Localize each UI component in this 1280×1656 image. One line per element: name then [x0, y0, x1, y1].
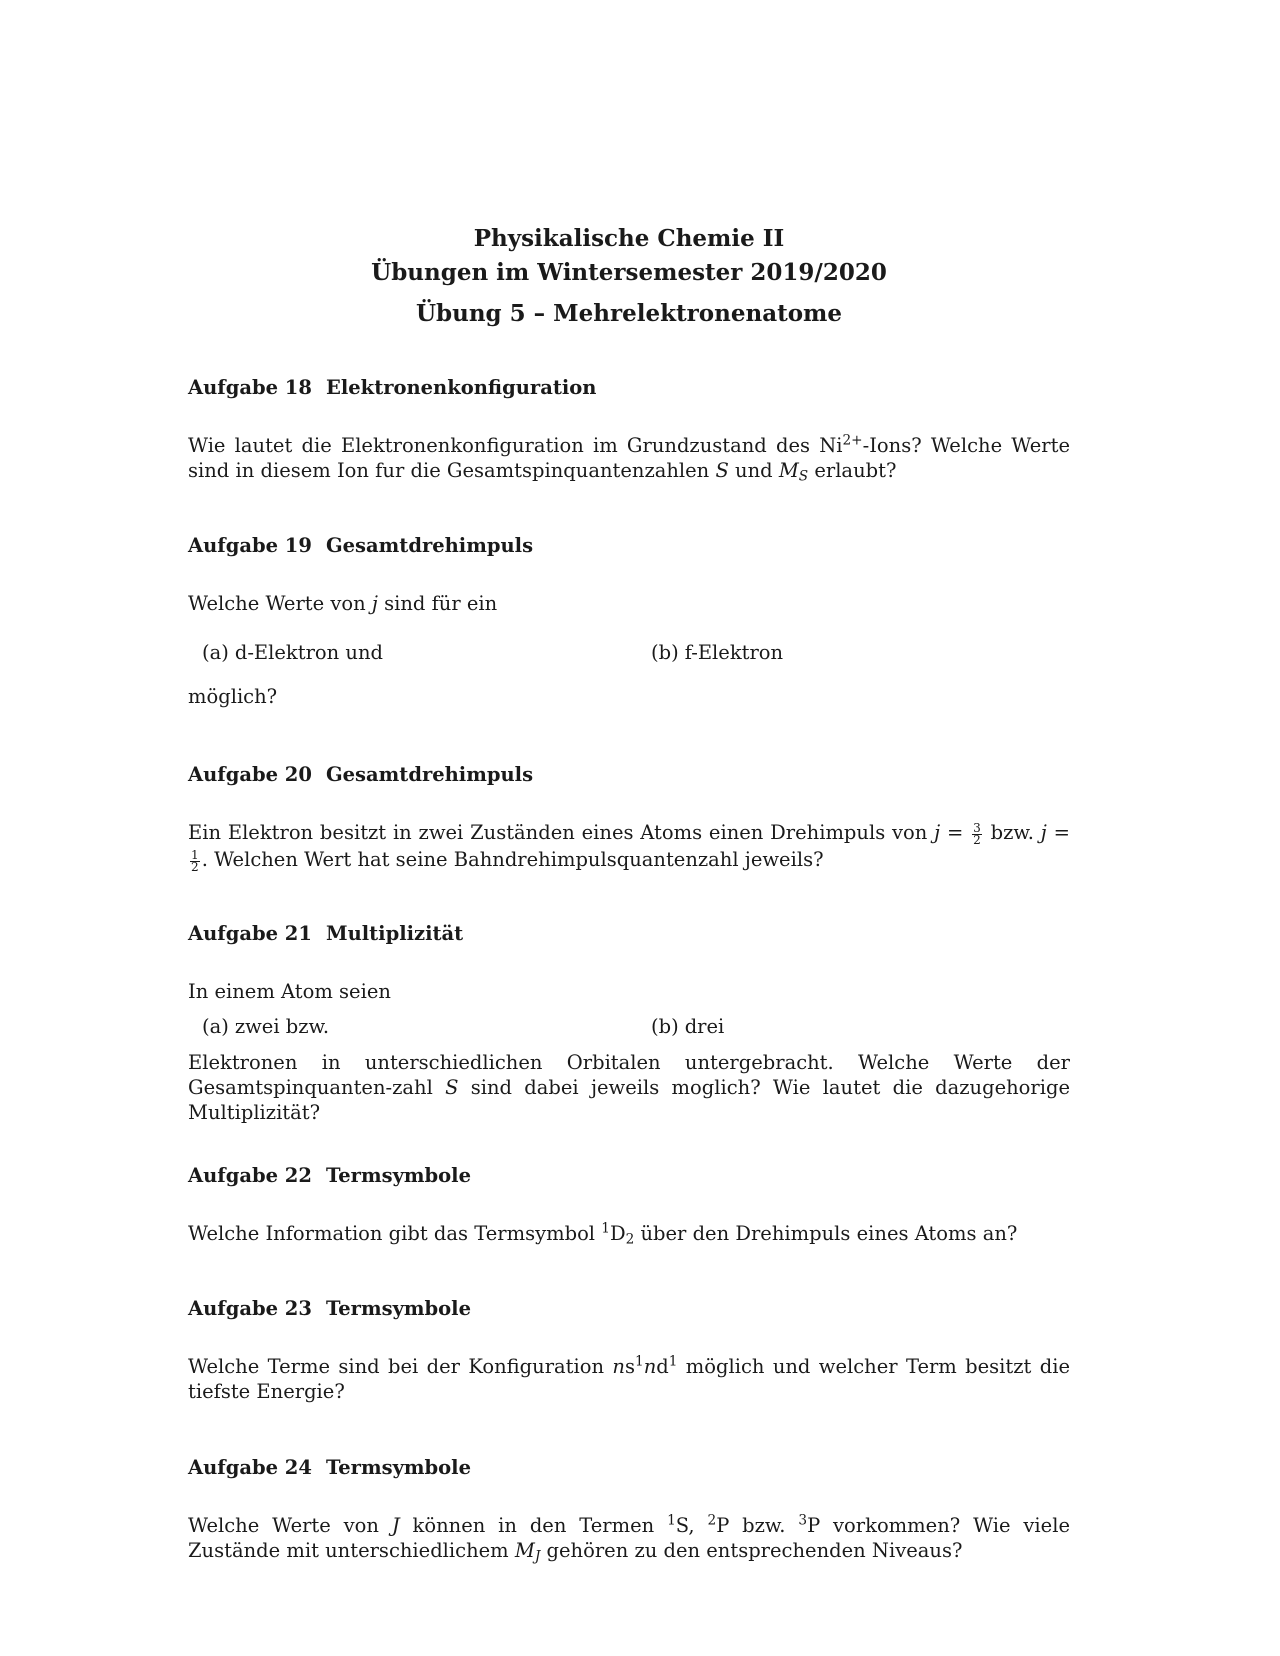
task-intro: In einem Atom seien — [188, 980, 391, 1003]
item-list — [188, 1014, 1070, 1042]
task-title: Elektronenkonfiguration — [326, 376, 597, 399]
task-text: Elektronen in unterschiedlichen Orbitalen untergebracht. Welche Werte der Gesamtspinquanten-zahl S sind dabei jeweils moglich? Wie lautet die dazugehorige Multiplizität? — [188, 1051, 1070, 1124]
task-title: Termsymbole — [326, 1456, 471, 1479]
task-text: Welche Information gibt das Termsymbol $^1D_2$ über den Drehimpuls eines Atoms an? — [188, 1220, 1018, 1248]
list-item: (b) f-Elektron — [651, 641, 784, 664]
task-heading — [188, 921, 1070, 946]
task-title: Gesamtdrehimpuls — [326, 763, 534, 786]
task-number: Aufgabe 18 — [188, 376, 312, 399]
task-title: Termsymbole — [326, 1297, 471, 1320]
task-19 — [188, 533, 1070, 709]
task-number: Aufgabe 23 — [188, 1297, 312, 1320]
list-item: (a) zwei bzw. — [202, 1015, 330, 1038]
task-heading — [188, 1455, 1070, 1480]
task-heading — [188, 375, 1070, 400]
task-title: Gesamtdrehimpuls — [326, 534, 534, 557]
task-heading — [188, 762, 1070, 787]
task-number: Aufgabe 24 — [188, 1456, 312, 1479]
task-number: Aufgabe 21 — [188, 922, 312, 945]
task-21 — [188, 921, 1070, 1125]
document-header — [188, 222, 1070, 334]
task-22 — [188, 1163, 1070, 1246]
fraction: $\frac{3}{2}$ — [973, 820, 981, 848]
task-number: Aufgabe 19 — [188, 534, 312, 557]
item-list — [188, 640, 1070, 668]
task-heading — [188, 1296, 1070, 1321]
task-18 — [188, 375, 1070, 483]
task-text: Welche Terme sind bei der Konfiguration $ns^1nd^1$ möglich und welcher Term besitzt die tiefste Energie? — [188, 1353, 1070, 1403]
task-text: Welche Werte von J können in den Termen $^1$S, $^2$P bzw. $^3$P vorkommen? Wie viele Zustände mit unterschiedlichem $M_J$ gehören zu den entsprechenden Niveaus? — [188, 1512, 1070, 1565]
task-20 — [188, 762, 1070, 874]
task-24 — [188, 1455, 1070, 1563]
course-title: Physikalische Chemie II — [473, 225, 785, 252]
task-text: Wie lautet die Elektronenkonfiguration im Grundzustand des $Ni^{2+}$-Ions? Welche Werte sind in diesem Ion fur die Gesamtspinquantenzahlen S und $M_S$ erlaubt? — [188, 432, 1070, 485]
task-number: Aufgabe 22 — [188, 1164, 312, 1187]
fraction: $\frac{1}{2}$ — [191, 847, 199, 875]
task-text: Welche Werte von j sind für ein — [188, 592, 498, 615]
task-text: Ein Elektron besitzt in zwei Zuständen eines Atoms einen Drehimpuls von j = $\frac{3}{2}$ bzw. j = $\frac{1}{2}$ . Welchen Wert hat seine Bahndrehimpulsquantenzahl jeweils? — [188, 820, 1070, 875]
task-23 — [188, 1296, 1070, 1404]
task-text-after: möglich? — [188, 685, 278, 708]
task-heading — [188, 1163, 1070, 1188]
task-title: Multiplizität — [326, 922, 464, 945]
task-title: Termsymbole — [326, 1164, 471, 1187]
list-item: (a) d-Elektron und — [202, 641, 383, 664]
semester-title: Übungen im Wintersemester 2019/2020 — [371, 259, 887, 286]
task-number: Aufgabe 20 — [188, 763, 312, 786]
task-heading — [188, 533, 1070, 558]
exercise-title: Übung 5 – Mehrelektronenatome — [415, 300, 843, 327]
list-item: (b) drei — [651, 1015, 725, 1038]
